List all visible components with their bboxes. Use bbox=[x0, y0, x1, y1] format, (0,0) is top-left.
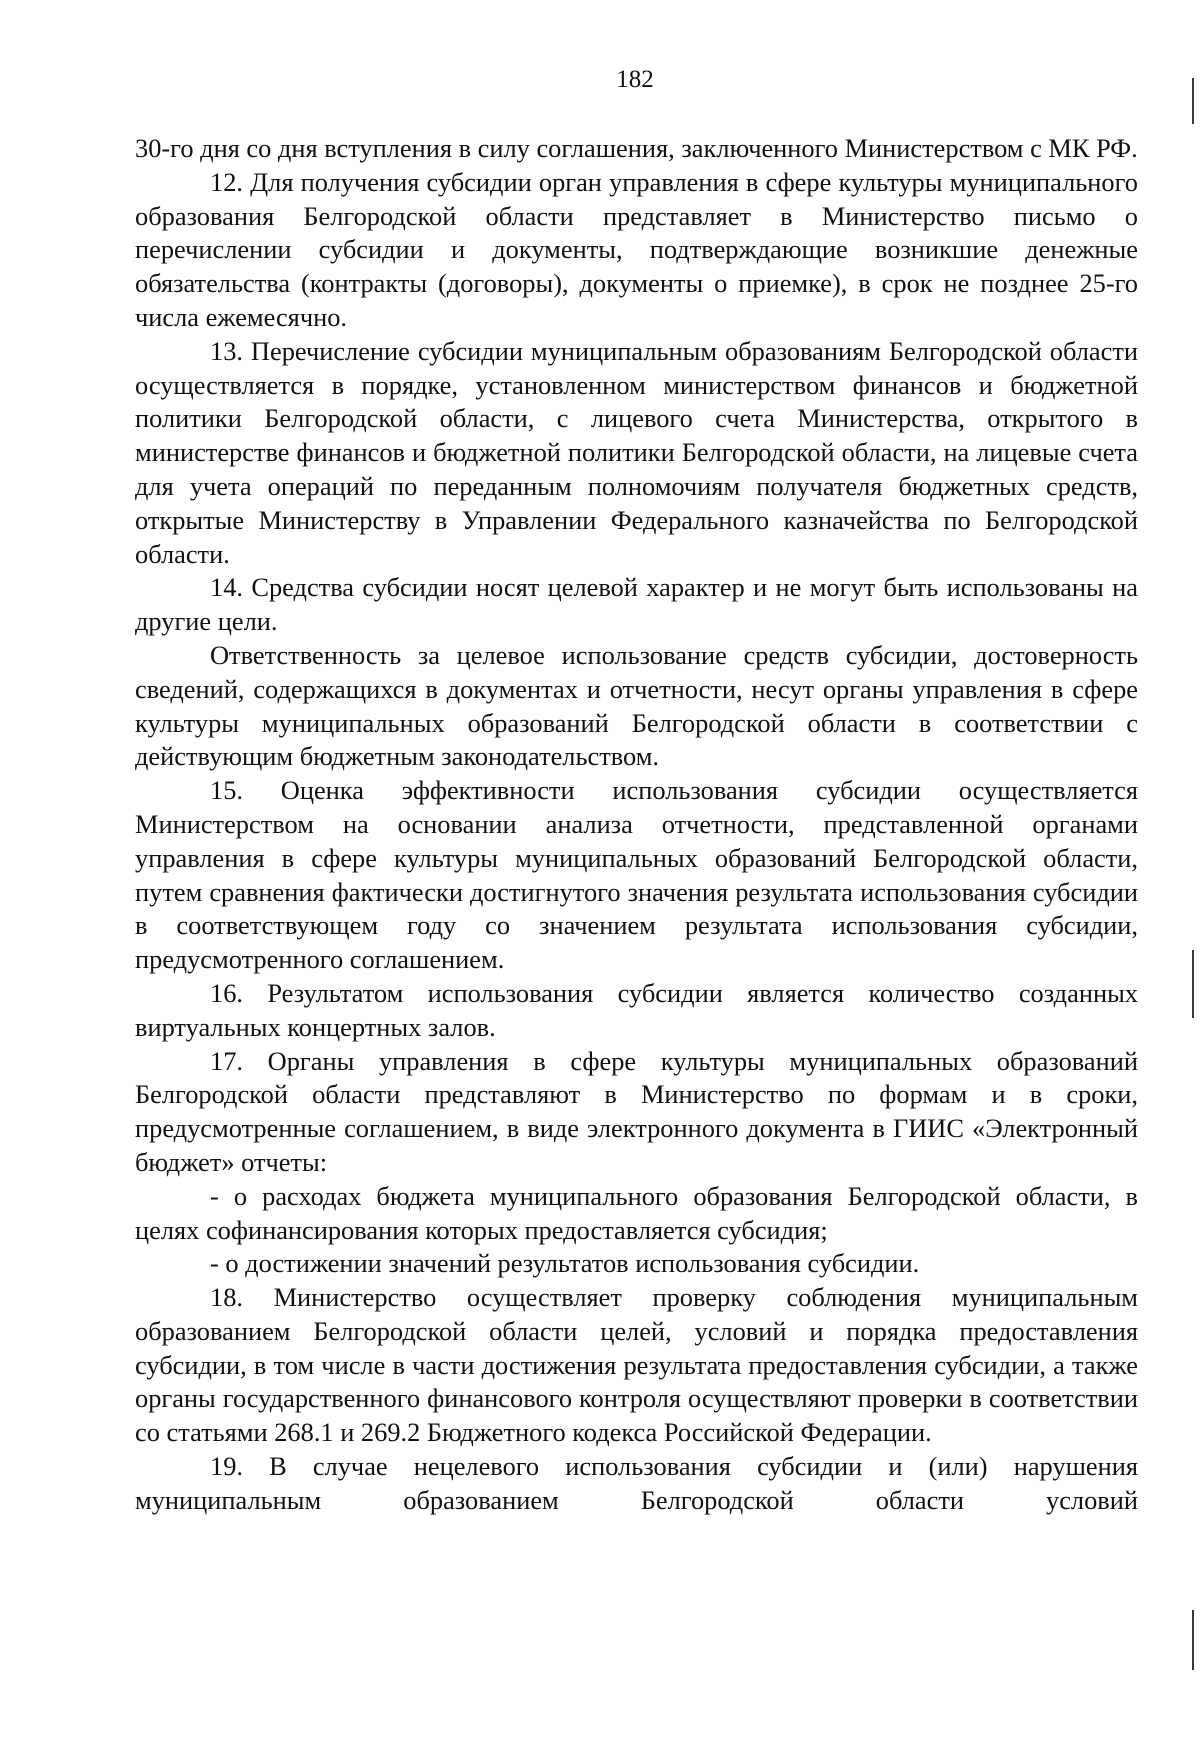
scan-edge-mark-top bbox=[1192, 78, 1194, 124]
page-number: 182 bbox=[616, 66, 654, 93]
paragraph-17: 17. Органы управления в сфере культуры муниципальных образований Белгородской области представляют в Министерство по формам и в сроки, предусмотренные соглашением, в виде электронного документа в ГИИС «Электронный бюджет» отчеты: bbox=[135, 1045, 1138, 1177]
scan-edge-mark-middle bbox=[1192, 950, 1194, 1018]
list-item-expenses: - о расходах бюджета муниципального образования Белгородской области, в целях софинансирования которых предоставляется субсидия; bbox=[135, 1180, 1138, 1245]
paragraph-12: 12. Для получения субсидии орган управления в сфере культуры муниципального образования Белгородской области представляет в Министерство письмо о перечислении субсидии и документы, подтверждающие возникшие денежные обязательства (контракты (договоры), документы о приемке), в срок не позднее 25-го числа ежемесячно. bbox=[135, 166, 1138, 332]
paragraph-13: 13. Перечисление субсидии муниципальным образованиям Белгородской области осуществляется в порядке, установленном министерством финансов и бюджетной политики Белгородской области, с лицевого счета Министерства, открытого в министерстве финансов и бюджетной политики Белгородской области, на лицевые счета для учета операций по переданным полномочиям получателя бюджетных средств, открытые Министерству в Управлении Федерального казначейства по Белгородской области. bbox=[135, 335, 1138, 569]
paragraph-18: 18. Министерство осуществляет проверку соблюдения муниципальным образованием Белгородской области целей, условий и порядка предоставления субсидии, в том числе в части достижения результата предоставления субсидии, а также органы государственного финансового контроля осуществляют проверки в соответствии со статьями 268.1 и 269.2 Бюджетного кодекса Российской Федерации. bbox=[135, 1282, 1138, 1448]
paragraph-continuation: 30-го дня со дня вступления в силу соглашения, заключенного Министерством с МК РФ. bbox=[135, 133, 1138, 163]
list-item-results: - о достижении значений результатов использования субсидии. bbox=[210, 1248, 920, 1279]
scan-edge-mark-bottom bbox=[1192, 1610, 1194, 1670]
paragraph-19: 19. В случае нецелевого использования субсидии и (или) нарушения муниципальным образованием Белгородской области условий bbox=[135, 1451, 1138, 1515]
paragraph-16: 16. Результатом использования субсидии является количество созданных виртуальных концертных залов. bbox=[135, 977, 1138, 1042]
document-body bbox=[135, 132, 1138, 1518]
paragraph-15: 15. Оценка эффективности использования субсидии осуществляется Министерством на основании анализа отчетности, представленной органами управления в сфере культуры муниципальных образований Белгородской области, путем сравнения фактически достигнутого значения результата использования субсидии в соответствующем году со значением результата использования субсидии, предусмотренного соглашением. bbox=[135, 775, 1138, 975]
paragraph-14: 14. Средства субсидии носят целевой характер и не могут быть использованы на другие цели. bbox=[135, 572, 1138, 637]
paragraph-responsibility: Ответственность за целевое использование средств субсидии, достоверность сведений, содержащихся в документах и отчетности, несут органы управления в сфере культуры муниципальных образований Белгородской области в соответствии с действующим бюджетным законодательством. bbox=[135, 639, 1138, 772]
